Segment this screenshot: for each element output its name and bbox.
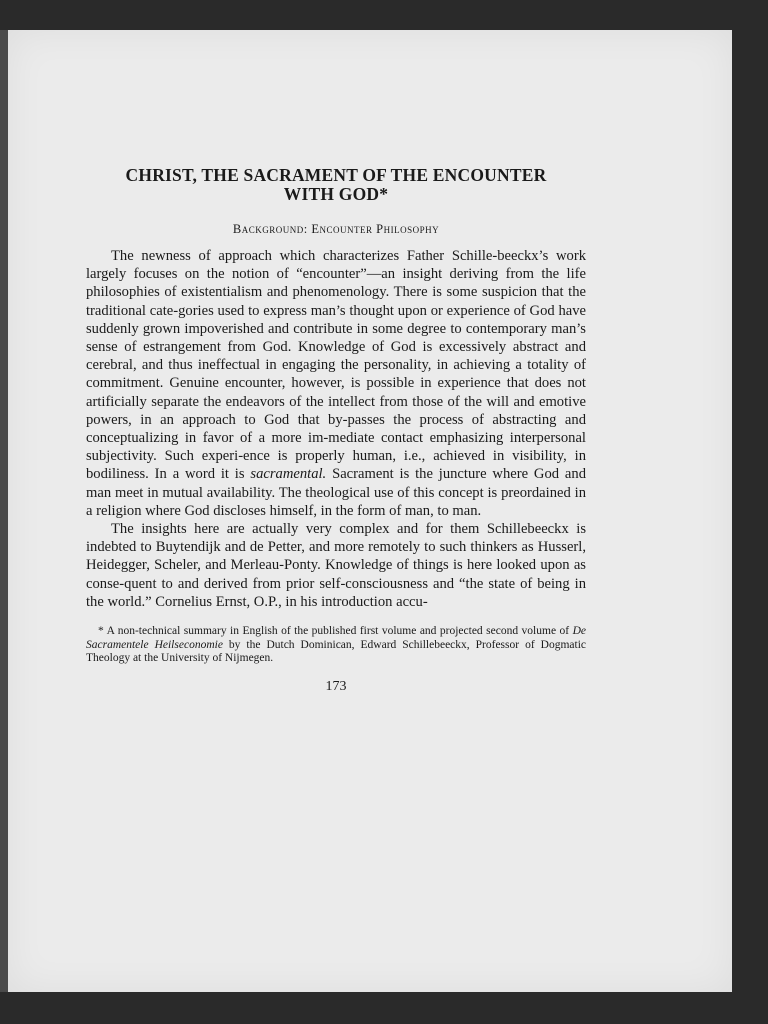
- footnote-text: [86, 625, 586, 666]
- article-body: [86, 247, 586, 611]
- article-title: [86, 166, 586, 204]
- page-number: 173: [325, 678, 347, 694]
- paragraph-1-text-a: The newness of approach which characterizes Father Schille-beeckx’s work largely focuses on the notion of “encounter”—an insight deriving from the life philosophies of existentialism and phenomenology. There is some suspicion that the traditional cate-gories used to express man’s thought upon or experience of God have suddenly grown impoverished and contribute in some degree to contemporary man’s sense of estrangement from God. Knowledge of God is excessively abstract and cerebral, and thus ineffectual in engaging the personality, in achieving a totality of commitment. Genuine encounter, however, is possible in experience that does not artificially separate the endeavors of the intellect from those of the will and emotive powers, in an approach to God that by-passes the process of abstracting and conceptualizing in favor of a more im-mediate contact emphasizing interpersonal subjectivity. Such experi-ence is properly human, i.e., achieved in visibility, in bodiliness. In a word it is: [86, 248, 586, 483]
- footnote: [86, 625, 586, 666]
- scan-left-edge: [0, 30, 8, 992]
- footnote-italic-title: De Sacramentele Heilseconomie: [86, 625, 587, 651]
- section-heading: Background: Encounter Philosophy: [232, 222, 440, 236]
- article-title-line1: CHRIST, THE SACRAMENT OF THE ENCOUNTER: [125, 165, 547, 185]
- footnote-text-a: * A non-technical summary in English of the published first volume and projected second volume of: [98, 625, 570, 638]
- footnote-text-b: by the Dutch Dominican, Edward Schillebeeckx, Professor of Dogmatic Theology at the University of Nijmegen.: [86, 638, 586, 665]
- paragraph-1-text-b: Sacrament is the juncture where God and man meet in mutual availability. The theological use of this concept is preordained in a religion where God discloses himself, in the form of man, to man.: [86, 466, 586, 519]
- paragraph-1: [86, 247, 586, 520]
- paragraph-2: The insights here are actually very complex and for them Schillebeeckx is indebted to Buytendijk and de Petter, and more remotely to such thinkers as Husserl, Heidegger, Scheler, and Merleau-Ponty. Knowledge of things is here looked upon as conse-quent to and derived from prior self-consciousness and “the state of being in the world.” Cornelius Ernst, O.P., in his introduction accu-: [86, 521, 586, 610]
- page-content: [86, 166, 586, 695]
- paragraph-1-italic: sacramental.: [250, 466, 327, 483]
- article-title-line2: WITH GOD*: [283, 184, 389, 204]
